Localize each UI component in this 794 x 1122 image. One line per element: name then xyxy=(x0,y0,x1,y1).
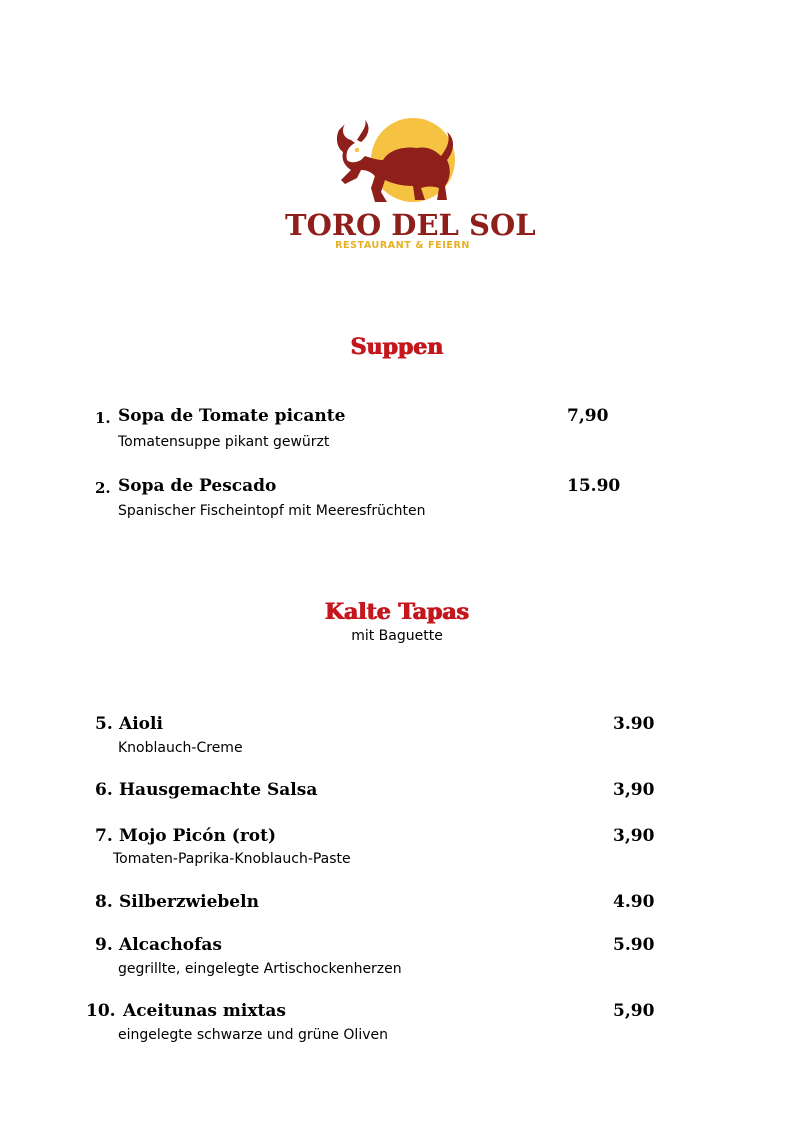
item-name: Aioli xyxy=(119,714,163,734)
restaurant-logo xyxy=(285,116,536,256)
item-number: 8. xyxy=(95,892,113,912)
section-title-kalte-tapas: Kalte Tapas xyxy=(324,599,470,625)
item-description: Tomatensuppe pikant gewürzt xyxy=(118,434,330,450)
bull-and-sun-icon xyxy=(285,116,520,211)
item-number: 7. xyxy=(95,826,113,846)
item-price: 3,90 xyxy=(613,826,655,846)
item-name: Sopa de Pescado xyxy=(118,476,277,496)
item-description: Tomaten-Paprika-Knoblauch-Paste xyxy=(113,851,351,867)
item-description: Knoblauch-Creme xyxy=(118,740,243,756)
item-number: 10. xyxy=(86,1001,116,1021)
item-number: 5. xyxy=(95,714,113,734)
item-name: Hausgemachte Salsa xyxy=(119,780,318,800)
item-price: 4.90 xyxy=(613,892,655,912)
item-description: eingelegte schwarze und grüne Oliven xyxy=(118,1027,388,1043)
item-number: 1. xyxy=(95,409,111,427)
brand-name: TORO DEL SOL xyxy=(285,208,536,242)
item-number: 2. xyxy=(95,479,111,497)
item-price: 3.90 xyxy=(613,714,655,734)
item-price: 7,90 xyxy=(567,406,609,426)
brand-tagline: RESTAURANT & FEIERN xyxy=(335,240,470,251)
item-name: Alcachofas xyxy=(119,935,222,955)
item-description: gegrillte, eingelegte Artischockenherzen xyxy=(118,961,402,977)
section-title-suppen: Suppen xyxy=(350,334,444,360)
section-subtitle: mit Baguette xyxy=(351,628,443,644)
item-name: Mojo Picón (rot) xyxy=(119,826,277,846)
item-price: 15.90 xyxy=(567,476,621,496)
item-price: 5,90 xyxy=(613,1001,655,1021)
item-name: Silberzwiebeln xyxy=(119,892,259,912)
item-number: 6. xyxy=(95,780,113,800)
item-price: 3,90 xyxy=(613,780,655,800)
item-name: Sopa de Tomate picante xyxy=(118,406,346,426)
item-name: Aceitunas mixtas xyxy=(123,1001,286,1021)
item-description: Spanischer Fischeintopf mit Meeresfrüchten xyxy=(118,503,426,519)
item-number: 9. xyxy=(95,935,113,955)
item-price: 5.90 xyxy=(613,935,655,955)
